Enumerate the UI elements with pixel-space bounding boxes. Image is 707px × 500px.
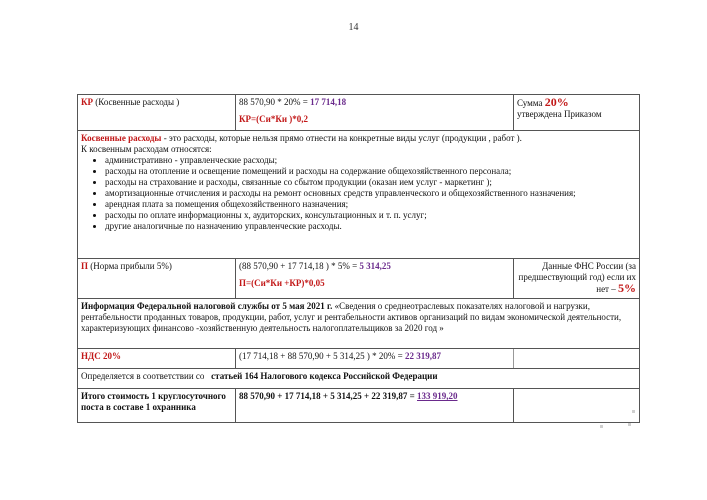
kr-calc-result: 17 714,18 bbox=[310, 97, 347, 107]
profit-calc-result: 5 314,25 bbox=[359, 261, 391, 271]
kr-label-text: (Косвенные расходы ) bbox=[95, 97, 180, 107]
kr-sum-percent: 20% bbox=[544, 95, 569, 109]
profit-formula: П=(Си*Ки +КР)*0,05 bbox=[239, 278, 325, 288]
profit-fns-cell bbox=[514, 259, 640, 299]
vat-calc-cell bbox=[236, 349, 514, 369]
scan-speck bbox=[632, 410, 635, 413]
indirect-definition: - это расходы, которые нельзя прямо отнести на конкретные виды услуг (продукции , работ ). bbox=[161, 133, 522, 143]
kr-abbreviation: КР bbox=[81, 97, 94, 107]
defined-cell bbox=[78, 369, 640, 389]
profit-label-cell bbox=[78, 259, 236, 299]
kr-approved-text: утверждена Приказом bbox=[517, 109, 602, 119]
row-vat bbox=[78, 349, 640, 369]
profit-label-text: (Норма прибыли 5%) bbox=[90, 261, 172, 271]
vat-calc-text: (17 714,18 + 88 570,90 + 5 314,25 ) * 20% = bbox=[239, 351, 405, 361]
total-empty-cell bbox=[514, 389, 640, 423]
indirect-list bbox=[81, 155, 636, 232]
row-fns-info bbox=[78, 299, 640, 349]
row-total bbox=[78, 389, 640, 423]
defined-article: статьей 164 Налогового кодекса Российской Федерации bbox=[211, 371, 438, 381]
scan-speck bbox=[600, 425, 603, 428]
list-item: • расходы по оплате информационны х, аудиторских, консультационных и т. п. услуг; bbox=[105, 210, 636, 221]
profit-fns-percent: 5% bbox=[618, 281, 636, 295]
page-number: 14 bbox=[348, 22, 359, 33]
total-calc-cell bbox=[236, 389, 514, 423]
indirect-intro: К косвенным расходам относятся: bbox=[81, 144, 212, 154]
fns-info-title: Информация Федеральной налоговой службы от 5 мая 2021 г. bbox=[81, 301, 333, 311]
kr-calc-text: 88 570,90 * 20% = bbox=[239, 97, 311, 107]
list-item: • другие аналогичные по назначению управленческие расходы. bbox=[105, 221, 636, 232]
fns-info-cell bbox=[78, 299, 640, 349]
scan-speck bbox=[628, 423, 631, 426]
total-calc-text: 88 570,90 + 17 714,18 + 5 314,25 + 22 319,87 = bbox=[239, 391, 418, 401]
cost-table bbox=[77, 94, 640, 423]
indirect-heading: Косвенные расходы bbox=[81, 133, 162, 143]
profit-calc-cell bbox=[236, 259, 514, 299]
list-item: • расходы на страхование и расходы, связанные со сбытом продукции (оказан ием услуг - маркетинг ); bbox=[105, 177, 636, 188]
row-profit bbox=[78, 259, 640, 299]
list-item: • административно - управленческие расходы; bbox=[105, 155, 636, 166]
vat-calc-result: 22 319,87 bbox=[404, 351, 441, 361]
list-item: • расходы на отопление и освещение помещений и расходы на содержание общехозяйственного персонала; bbox=[105, 166, 636, 177]
row-indirect-definition bbox=[78, 131, 640, 259]
indirect-definition-cell bbox=[78, 131, 640, 259]
list-item: • амортизационные отчисления и расходы на ремонт основных средств управленческого и общехозяйственного назначения; bbox=[105, 188, 636, 199]
kr-sum-text: Сумма bbox=[517, 98, 545, 108]
defined-label: Определяется в соответствии со bbox=[81, 371, 205, 381]
kr-label-cell bbox=[78, 95, 236, 131]
profit-calc-text: (88 570,90 + 17 714,18 ) * 5% = bbox=[239, 261, 360, 271]
row-indirect-costs bbox=[78, 95, 640, 131]
kr-calc-cell bbox=[236, 95, 514, 131]
vat-empty-cell bbox=[514, 349, 640, 369]
fns-info-text: «Сведения о среднеотраслевых показателях налоговой и нагрузки, рентабельности проданных товаров, продукции, работ, услуг и рентабельности активов организаций по видам экономической деятельности, характеризующих финансово -хозяйственную деятельность налогоплательщиков за 2020 год » bbox=[81, 301, 622, 333]
kr-formula: КР=(Си*Ки )*0,2 bbox=[239, 114, 309, 124]
kr-sum-cell bbox=[514, 95, 640, 131]
profit-abbreviation: П bbox=[81, 261, 89, 271]
total-calc-result[interactable]: 133 919,20 bbox=[417, 391, 458, 401]
row-defined bbox=[78, 369, 640, 389]
total-label: Итого стоимость 1 круглосуточного поста в составе 1 охранника bbox=[78, 389, 236, 423]
profit-fns-text: Данные ФНС России (за предшествующий год) если их нет – bbox=[518, 261, 636, 294]
list-item: • арендная плата за помещения общехозяйственного назначения; bbox=[105, 199, 636, 210]
vat-label: НДС 20% bbox=[78, 349, 236, 369]
